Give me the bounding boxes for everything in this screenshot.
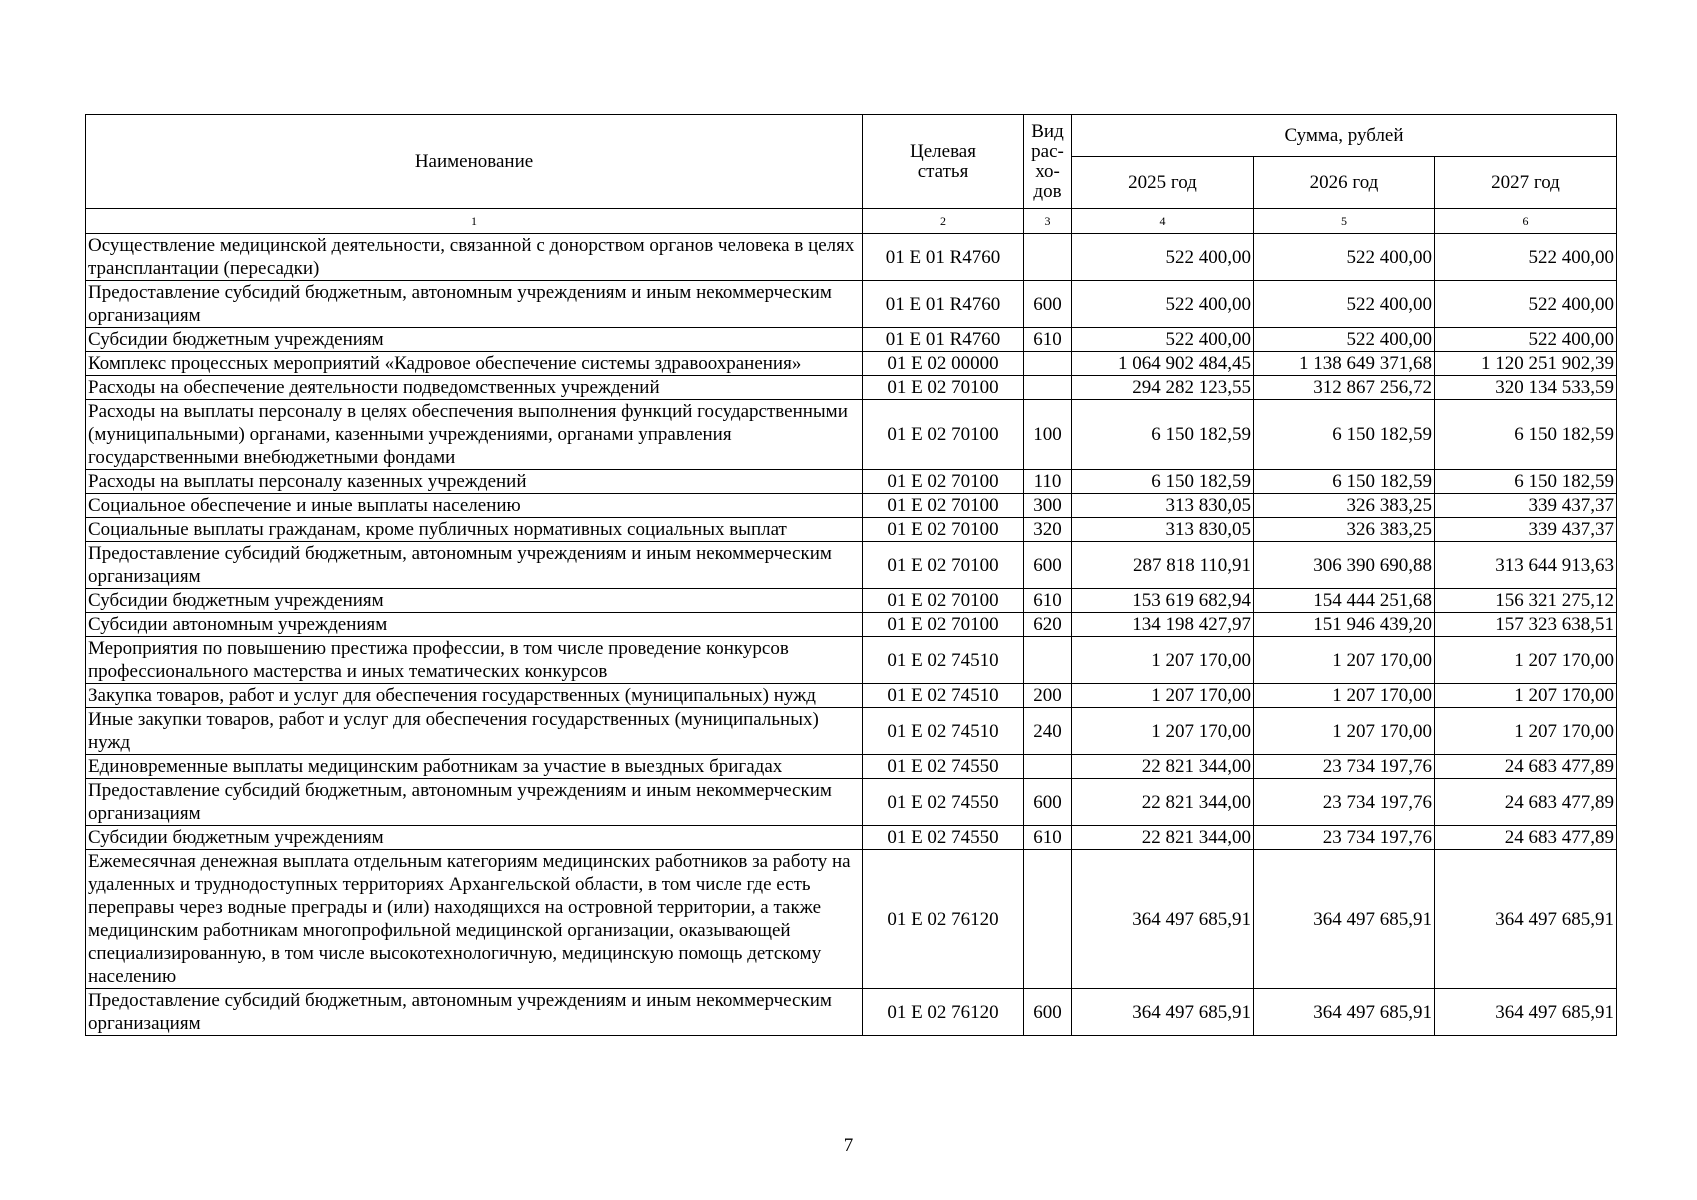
row-amount-2025: 1 207 170,00 <box>1072 708 1254 755</box>
row-amount-2026: 6 150 182,59 <box>1254 400 1435 470</box>
row-name: Единовременные выплаты медицинским работникам за участие в выездных бригадах <box>86 755 863 779</box>
row-amount-2027: 1 207 170,00 <box>1435 708 1617 755</box>
row-name: Субсидии бюджетным учреждениям <box>86 826 863 850</box>
table-row <box>86 328 1617 352</box>
row-amount-2026: 522 400,00 <box>1254 234 1435 281</box>
header-target-article <box>863 115 1024 209</box>
row-amount-2027: 313 644 913,63 <box>1435 542 1617 589</box>
table-row <box>86 684 1617 708</box>
row-name: Комплекс процессных мероприятий «Кадровое обеспечение системы здравоохранения» <box>86 352 863 376</box>
row-target-article: 01 Е 02 70100 <box>863 400 1024 470</box>
row-target-article: 01 Е 02 70100 <box>863 542 1024 589</box>
row-amount-2026: 6 150 182,59 <box>1254 470 1435 494</box>
row-target-article: 01 Е 02 74510 <box>863 684 1024 708</box>
row-expense-type: 600 <box>1024 989 1072 1036</box>
row-amount-2026: 151 946 439,20 <box>1254 613 1435 637</box>
row-amount-2026: 306 390 690,88 <box>1254 542 1435 589</box>
row-expense-type: 610 <box>1024 328 1072 352</box>
row-expense-type: 620 <box>1024 613 1072 637</box>
row-expense-type <box>1024 755 1072 779</box>
table-row <box>86 376 1617 400</box>
row-name: Субсидии бюджетным учреждениям <box>86 328 863 352</box>
column-number: 5 <box>1254 209 1435 234</box>
row-expense-type: 300 <box>1024 494 1072 518</box>
row-amount-2026: 326 383,25 <box>1254 494 1435 518</box>
row-name: Расходы на выплаты персоналу казенных учреждений <box>86 470 863 494</box>
row-amount-2025: 1 207 170,00 <box>1072 684 1254 708</box>
row-target-article: 01 Е 01 R4760 <box>863 328 1024 352</box>
row-target-article: 01 Е 02 70100 <box>863 518 1024 542</box>
row-expense-type: 610 <box>1024 826 1072 850</box>
row-amount-2027: 157 323 638,51 <box>1435 613 1617 637</box>
header-target-article-line2: статья <box>917 160 969 182</box>
row-amount-2025: 287 818 110,91 <box>1072 542 1254 589</box>
table-row <box>86 542 1617 589</box>
row-amount-2025: 22 821 344,00 <box>1072 826 1254 850</box>
row-amount-2025: 313 830,05 <box>1072 518 1254 542</box>
row-amount-2026: 154 444 251,68 <box>1254 589 1435 613</box>
row-target-article: 01 Е 02 74510 <box>863 708 1024 755</box>
row-amount-2025: 22 821 344,00 <box>1072 779 1254 826</box>
row-amount-2027: 522 400,00 <box>1435 234 1617 281</box>
row-target-article: 01 Е 02 74510 <box>863 637 1024 684</box>
row-name: Социальное обеспечение и иные выплаты населению <box>86 494 863 518</box>
row-target-article: 01 Е 02 70100 <box>863 376 1024 400</box>
row-target-article: 01 Е 01 R4760 <box>863 281 1024 328</box>
header-name: Наименование <box>86 115 863 209</box>
row-amount-2026: 364 497 685,91 <box>1254 989 1435 1036</box>
row-name: Расходы на обеспечение деятельности подведомственных учреждений <box>86 376 863 400</box>
row-target-article: 01 Е 02 74550 <box>863 826 1024 850</box>
table-row <box>86 708 1617 755</box>
row-amount-2026: 23 734 197,76 <box>1254 755 1435 779</box>
row-target-article: 01 Е 02 70100 <box>863 470 1024 494</box>
row-amount-2026: 23 734 197,76 <box>1254 826 1435 850</box>
row-amount-2027: 339 437,37 <box>1435 494 1617 518</box>
row-amount-2026: 522 400,00 <box>1254 281 1435 328</box>
row-amount-2027: 320 134 533,59 <box>1435 376 1617 400</box>
row-amount-2027: 1 207 170,00 <box>1435 637 1617 684</box>
row-amount-2027: 1 207 170,00 <box>1435 684 1617 708</box>
row-amount-2027: 6 150 182,59 <box>1435 400 1617 470</box>
row-amount-2025: 364 497 685,91 <box>1072 850 1254 989</box>
row-name: Предоставление субсидий бюджетным, автономным учреждениям и иным некоммерческим организациям <box>86 281 863 328</box>
header-sum-group: Сумма, рублей <box>1072 115 1617 157</box>
header-expense-type <box>1024 115 1072 209</box>
row-amount-2027: 156 321 275,12 <box>1435 589 1617 613</box>
table-row <box>86 352 1617 376</box>
budget-table <box>85 114 1617 1036</box>
row-name: Закупка товаров, работ и услуг для обеспечения государственных (муниципальных) нужд <box>86 684 863 708</box>
row-expense-type <box>1024 637 1072 684</box>
table-row <box>86 470 1617 494</box>
table-row <box>86 281 1617 328</box>
row-expense-type <box>1024 352 1072 376</box>
row-target-article: 01 Е 02 76120 <box>863 989 1024 1036</box>
row-expense-type: 600 <box>1024 281 1072 328</box>
column-number: 4 <box>1072 209 1254 234</box>
row-amount-2026: 364 497 685,91 <box>1254 850 1435 989</box>
row-expense-type: 600 <box>1024 542 1072 589</box>
row-amount-2025: 22 821 344,00 <box>1072 755 1254 779</box>
row-amount-2025: 294 282 123,55 <box>1072 376 1254 400</box>
column-numbers-row <box>86 209 1617 234</box>
row-amount-2025: 522 400,00 <box>1072 328 1254 352</box>
row-amount-2025: 153 619 682,94 <box>1072 589 1254 613</box>
row-amount-2027: 522 400,00 <box>1435 281 1617 328</box>
row-amount-2027: 24 683 477,89 <box>1435 826 1617 850</box>
row-name: Иные закупки товаров, работ и услуг для обеспечения государственных (муниципальных) нужд <box>86 708 863 755</box>
header-target-article-line1: Целевая <box>910 140 976 162</box>
row-name: Осуществление медицинской деятельности, связанной с донорством органов человека в целях трансплантации (пересадки) <box>86 234 863 281</box>
page-number: 7 <box>843 1135 854 1156</box>
row-target-article: 01 Е 02 70100 <box>863 613 1024 637</box>
row-amount-2025: 134 198 427,97 <box>1072 613 1254 637</box>
row-expense-type: 600 <box>1024 779 1072 826</box>
row-name: Субсидии автономным учреждениям <box>86 613 863 637</box>
row-amount-2025: 522 400,00 <box>1072 281 1254 328</box>
table-row <box>86 494 1617 518</box>
table-row <box>86 234 1617 281</box>
column-number: 6 <box>1435 209 1617 234</box>
table-row <box>86 518 1617 542</box>
row-name: Социальные выплаты гражданам, кроме публичных нормативных социальных выплат <box>86 518 863 542</box>
row-target-article: 01 Е 02 70100 <box>863 494 1024 518</box>
table-row <box>86 779 1617 826</box>
row-amount-2027: 364 497 685,91 <box>1435 850 1617 989</box>
column-number: 2 <box>863 209 1024 234</box>
row-amount-2026: 1 207 170,00 <box>1254 708 1435 755</box>
row-amount-2026: 23 734 197,76 <box>1254 779 1435 826</box>
row-target-article: 01 Е 02 76120 <box>863 850 1024 989</box>
row-expense-type: 200 <box>1024 684 1072 708</box>
row-name: Субсидии бюджетным учреждениям <box>86 589 863 613</box>
row-amount-2027: 24 683 477,89 <box>1435 755 1617 779</box>
row-expense-type: 100 <box>1024 400 1072 470</box>
table-row <box>86 989 1617 1036</box>
row-amount-2026: 1 138 649 371,68 <box>1254 352 1435 376</box>
column-number: 3 <box>1024 209 1072 234</box>
table-row <box>86 850 1617 989</box>
row-amount-2025: 1 207 170,00 <box>1072 637 1254 684</box>
table-row <box>86 755 1617 779</box>
header-expense-type-text: Вид рас- хо- дов <box>1031 120 1064 202</box>
row-name: Предоставление субсидий бюджетным, автономным учреждениям и иным некоммерческим организациям <box>86 542 863 589</box>
row-amount-2027: 1 120 251 902,39 <box>1435 352 1617 376</box>
table-row <box>86 637 1617 684</box>
table-row <box>86 589 1617 613</box>
row-target-article: 01 Е 02 70100 <box>863 589 1024 613</box>
table-row <box>86 400 1617 470</box>
table-body <box>86 209 1617 1036</box>
row-amount-2025: 6 150 182,59 <box>1072 400 1254 470</box>
row-name: Предоставление субсидий бюджетным, автономным учреждениям и иным некоммерческим организациям <box>86 779 863 826</box>
row-amount-2027: 6 150 182,59 <box>1435 470 1617 494</box>
row-expense-type: 240 <box>1024 708 1072 755</box>
row-amount-2025: 364 497 685,91 <box>1072 989 1254 1036</box>
row-target-article: 01 Е 01 R4760 <box>863 234 1024 281</box>
row-expense-type <box>1024 850 1072 989</box>
row-amount-2027: 24 683 477,89 <box>1435 779 1617 826</box>
table-row <box>86 613 1617 637</box>
row-amount-2027: 522 400,00 <box>1435 328 1617 352</box>
row-name: Предоставление субсидий бюджетным, автономным учреждениям и иным некоммерческим организациям <box>86 989 863 1036</box>
row-name: Мероприятия по повышению престижа профессии, в том числе проведение конкурсов профессионального мастерства и иных тематических конкурсов <box>86 637 863 684</box>
row-expense-type: 610 <box>1024 589 1072 613</box>
row-expense-type: 320 <box>1024 518 1072 542</box>
row-amount-2026: 1 207 170,00 <box>1254 684 1435 708</box>
header-year-2026: 2026 год <box>1254 157 1435 209</box>
row-amount-2026: 312 867 256,72 <box>1254 376 1435 400</box>
header-year-2025: 2025 год <box>1072 157 1254 209</box>
row-target-article: 01 Е 02 74550 <box>863 779 1024 826</box>
row-expense-type <box>1024 376 1072 400</box>
row-amount-2027: 364 497 685,91 <box>1435 989 1617 1036</box>
row-expense-type: 110 <box>1024 470 1072 494</box>
row-amount-2025: 6 150 182,59 <box>1072 470 1254 494</box>
row-target-article: 01 Е 02 00000 <box>863 352 1024 376</box>
row-amount-2026: 326 383,25 <box>1254 518 1435 542</box>
header-year-2027: 2027 год <box>1435 157 1617 209</box>
row-amount-2025: 1 064 902 484,45 <box>1072 352 1254 376</box>
row-amount-2026: 522 400,00 <box>1254 328 1435 352</box>
row-target-article: 01 Е 02 74550 <box>863 755 1024 779</box>
row-amount-2025: 313 830,05 <box>1072 494 1254 518</box>
column-number: 1 <box>86 209 863 234</box>
row-amount-2026: 1 207 170,00 <box>1254 637 1435 684</box>
row-amount-2027: 339 437,37 <box>1435 518 1617 542</box>
row-name: Ежемесячная денежная выплата отдельным категориям медицинских работников за работу на удаленных и труднодоступных территориях Архангельской области, в том числе где есть переправы через водные преграды и (или) находящихся на островной территории, а также медицинским работникам многопрофильной медицинской организации, оказывающей специализированную, в том числе высокотехнологичную, медицинскую помощь детскому населению <box>86 850 863 989</box>
row-name: Расходы на выплаты персоналу в целях обеспечения выполнения функций государственными (муниципальными) органами, казенными учреждениями, органами управления государственными внебюджетными фондами <box>86 400 863 470</box>
row-amount-2025: 522 400,00 <box>1072 234 1254 281</box>
row-expense-type <box>1024 234 1072 281</box>
table-row <box>86 826 1617 850</box>
